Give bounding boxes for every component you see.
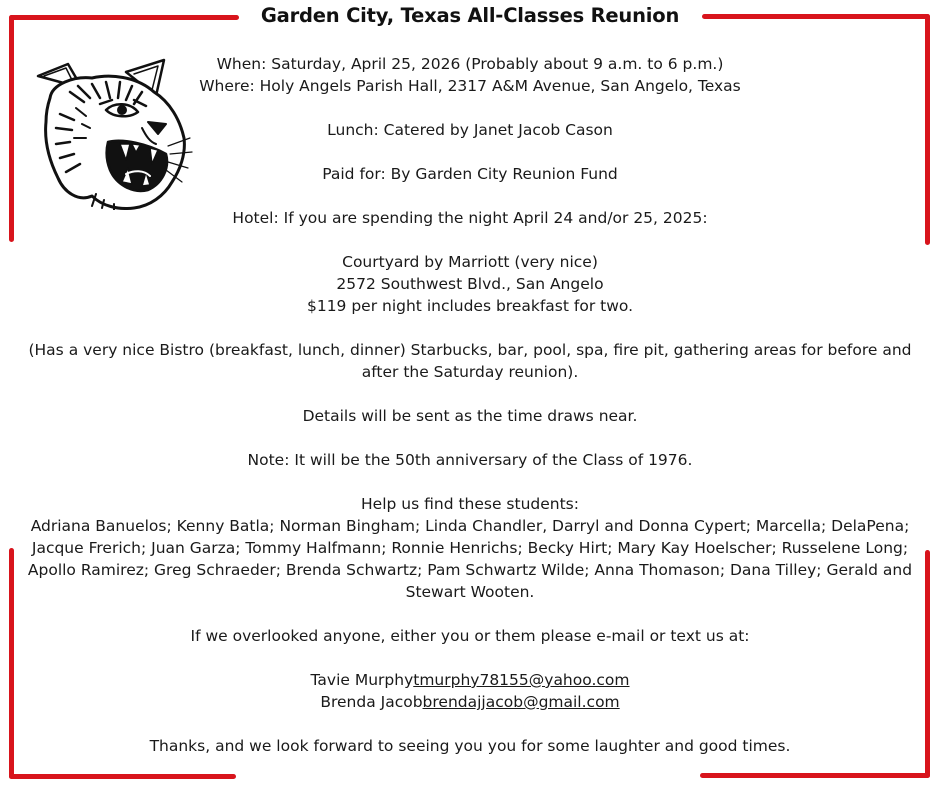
hotel-intro: Hotel: If you are spending the night April 24 and/or 25, 2025: <box>232 209 708 227</box>
hotel-name: Courtyard by Marriott (very nice) <box>342 253 598 271</box>
anniversary-note: Note: It will be the 50th anniversary of the Class of 1976. <box>247 451 693 469</box>
contact-line <box>12 691 928 713</box>
frame-bottom-left <box>9 774 236 779</box>
frame-bottom-right <box>700 773 930 778</box>
contact-email-link[interactable]: tmurphy78155@yahoo.com <box>413 671 630 689</box>
announcement-body <box>12 53 928 757</box>
event-where: Where: Holy Angels Parish Hall, 2317 A&M Avenue, San Angelo, Texas <box>199 77 741 95</box>
help-heading: Help us find these students: <box>361 495 579 513</box>
details-note: Details will be sent as the time draws near. <box>302 407 638 425</box>
hotel-amenities: (Has a very nice Bistro (breakfast, lunch, dinner) Starbucks, bar, pool, spa, fire pit, gathering areas for before and after the Saturday reunion). <box>28 341 912 381</box>
students-list: Adriana Banuelos; Kenny Batla; Norman Bingham; Linda Chandler, Darryl and Donna Cypert; Marcella; DelaPena; Jacque Frerich; Juan Garza; Tommy Halfmann; Ronnie Henrichs; Becky Hirt; Mary Kay Hoelscher; Russelene Long; Apollo Ramirez; Greg Schraeder; Brenda Schwartz; Pam Schwartz Wilde; Anna Thomason; Dana Tilley; Gerald and Stewart Wooten. <box>27 517 913 601</box>
contact-name: Tavie Murphy <box>310 671 414 689</box>
contact-line <box>12 669 928 691</box>
overlooked-note: If we overlooked anyone, either you or them please e-mail or text us at: <box>190 627 750 645</box>
hotel-address: 2572 Southwest Blvd., San Angelo <box>336 275 604 293</box>
event-lunch: Lunch: Catered by Janet Jacob Cason <box>327 121 613 139</box>
contact-name: Brenda Jacob <box>320 693 423 711</box>
hotel-price: $119 per night includes breakfast for two. <box>306 297 634 315</box>
event-paid-for: Paid for: By Garden City Reunion Fund <box>322 165 618 183</box>
closing-message: Thanks, and we look forward to seeing you you for some laughter and good times. <box>149 737 791 755</box>
page-title: Garden City, Texas All-Classes Reunion <box>260 4 680 27</box>
event-when: When: Saturday, April 25, 2026 (Probably about 9 a.m. to 6 p.m.) <box>216 55 724 73</box>
contact-email-link[interactable]: brendajjacob@gmail.com <box>422 693 620 711</box>
